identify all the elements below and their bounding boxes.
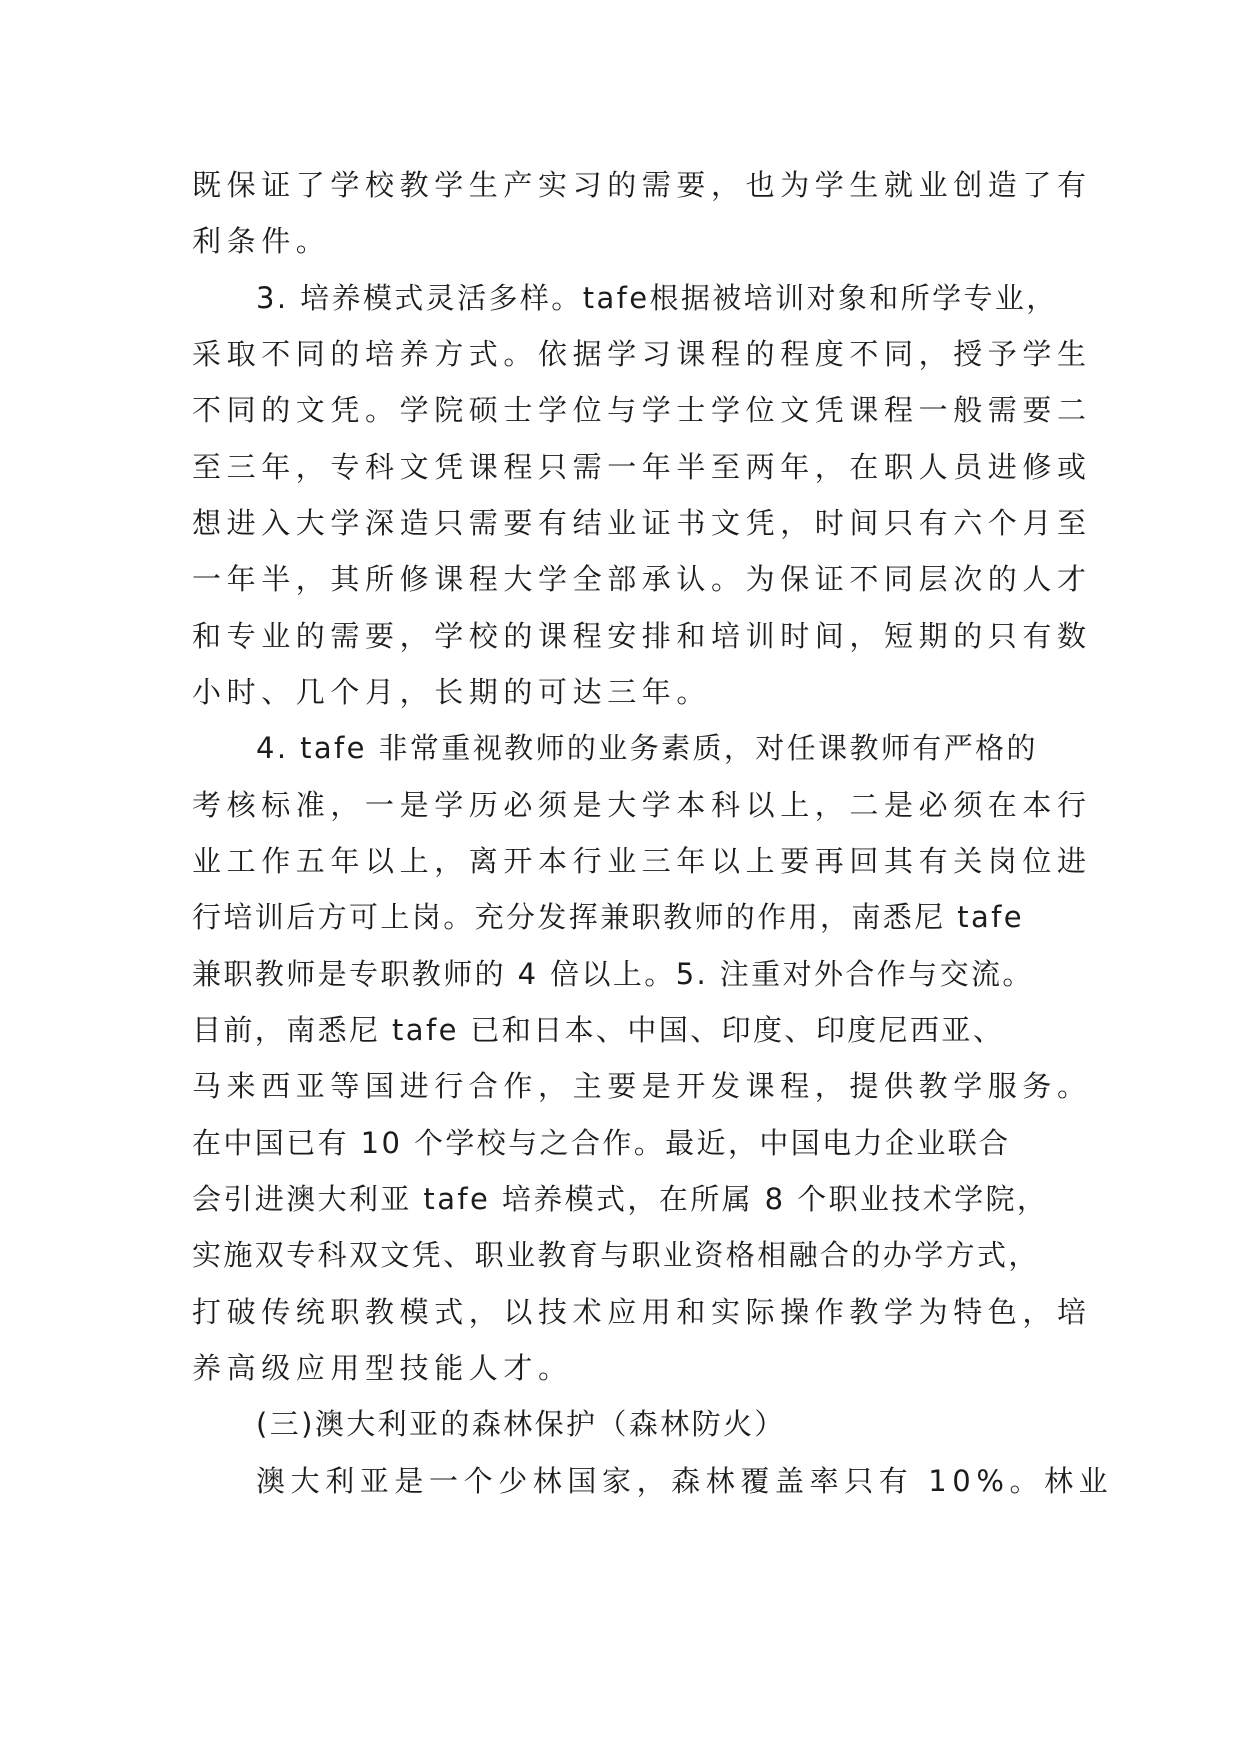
text-line: 和专业的需要，学校的课程安排和培训时间，短期的只有数 <box>192 619 1092 653</box>
text-line: 一年半，其所修课程大学全部承认。为保证不同层次的人才 <box>192 562 1092 596</box>
text-line: 3. 培养模式灵活多样。tafe根据被培训对象和所学专业， <box>256 281 1058 315</box>
text-line: 实施双专科双文凭、职业教育与职业资格相融合的办学方式， <box>192 1238 1040 1272</box>
text-line: 目前，南悉尼 tafe 已和日本、中国、印度、印度尼西亚、 <box>192 1013 1005 1047</box>
text-line: 采取不同的培养方式。依据学习课程的程度不同，授予学生 <box>192 337 1092 371</box>
text-line: 会引进澳大利亚 tafe 培养模式，在所属 8 个职业技术学院， <box>192 1182 1049 1216</box>
text-line: 不同的文凭。学院硕士学位与学士学位文凭课程一般需要二 <box>192 393 1092 427</box>
text-line: 行培训后方可上岗。充分发挥兼职教师的作用，南悉尼 tafe <box>192 900 1025 934</box>
text-line: 养高级应用型技能人才。 <box>192 1351 573 1385</box>
text-line: 4. tafe 非常重视教师的业务素质，对任课教师有严格的 <box>256 731 1038 765</box>
text-line: 兼职教师是专职教师的 4 倍以上。5. 注重对外合作与交流。 <box>192 957 1034 991</box>
text-line: 在中国已有 10 个学校与之合作。最近，中国电力企业联合 <box>192 1126 1011 1160</box>
text-line: 考核标准，一是学历必须是大学本科以上，二是必须在本行 <box>192 788 1092 822</box>
text-line: 至三年，专科文凭课程只需一年半至两年，在职人员进修或 <box>192 450 1092 484</box>
text-line: 马来西亚等国进行合作，主要是开发课程，提供教学服务。 <box>192 1069 1092 1103</box>
text-line: 小时、几个月，长期的可达三年。 <box>192 675 712 709</box>
text-line: 既保证了学校教学生产实习的需要，也为学生就业创造了有 <box>192 168 1092 202</box>
text-line: 澳大利亚是一个少林国家，森林覆盖率只有 10%。林业 <box>256 1464 1114 1498</box>
text-line: 想进入大学深造只需要有结业证书文凭，时间只有六个月至 <box>192 506 1092 540</box>
text-line: 业工作五年以上，离开本行业三年以上要再回其有关岗位进 <box>192 844 1092 878</box>
text-line: 利条件。 <box>192 224 331 258</box>
section-heading: (三)澳大利亚的森林保护（森林防火） <box>256 1407 786 1441</box>
text-line: 打破传统职教模式，以技术应用和实际操作教学为特色，培 <box>192 1295 1092 1329</box>
